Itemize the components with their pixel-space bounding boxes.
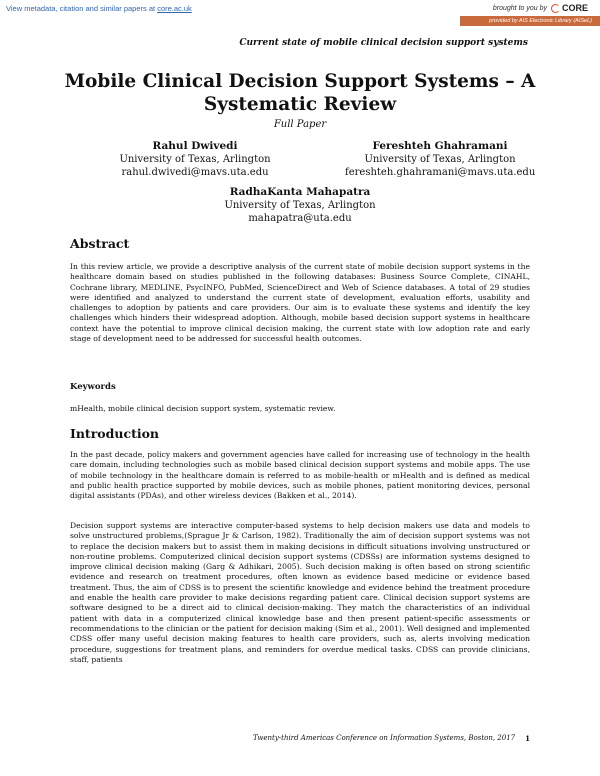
- author-institution: University of Texas, Arlington: [224, 200, 376, 211]
- page-footer: [253, 734, 530, 743]
- core-banner: [0, 0, 600, 28]
- core-logo-text: CORE: [561, 3, 588, 13]
- provided-by-bar: provided by AIS Electronic Library (AISeL): [460, 16, 600, 26]
- conference-name: Twenty-third Americas Conference on Information Systems, Boston, 2017: [252, 734, 516, 742]
- keywords-heading: Keywords: [70, 382, 116, 392]
- page-number: 1: [525, 734, 530, 743]
- introduction-paragraph: Decision support systems are interactive computer-based systems to help decision makers use data and models to solve unstructured problems,(Sprague Jr & Carlson, 1982). Traditionally the aim of decision support systems was not to replace the decision makers but to assist them in making decisions in difficult situations involving unstructured or non-routine problems. Computerized clinical decision support systems (CDSSs) are information systems designed to improve clinical decision making (Garg & Adhikari, 2005). Such decision making is often based on strong scientific evidence and research on treatment procedures, often known as evidence based medicine or evidence based treatment. Thus, the aim of CDSS is to present the scientific knowledge and evidence behind the treatment procedure and enable the health care provider to make decisions regarding patient care. Clinical decision support systems are software designed to be a direct aid to clinical decision-making. They match the characteristics of an individual patient with data in a computerized clinical knowledge base and then present patient-specific assessments or recommendations to the clinician or the patient for decision making (Sim et al., 2001). Well designed and implemented CDSS offer many useful decision making features to health care providers, such as, alerts involving medication procedure, suggestions for treatment plans, and reminders for overdue medical tasks. CDSS can provide clinicians, staff, patients: [70, 521, 530, 664]
- introduction-heading: Introduction: [70, 426, 160, 441]
- author-email: mahapatra@uta.edu: [248, 213, 352, 224]
- author-name: Fereshteh Ghahramani: [372, 140, 508, 152]
- paper-type: Full Paper: [273, 119, 327, 130]
- metadata-link-prefix: View metadata, citation and similar papers at: [6, 4, 158, 13]
- author-block: [100, 140, 290, 179]
- abstract-heading: Abstract: [70, 236, 130, 251]
- core-logo-icon: [551, 4, 560, 13]
- author-institution: University of Texas, Arlington: [364, 154, 516, 165]
- metadata-link-line: [6, 4, 192, 13]
- keywords-text: mHealth, mobile clinical decision support system, systematic review.: [70, 404, 336, 413]
- author-block: [205, 186, 395, 225]
- brought-by-text: brought to you by: [492, 4, 547, 12]
- paper-title: Mobile Clinical Decision Support Systems – A Systematic Review: [64, 71, 536, 115]
- author-name: RadhaKanta Mahapatra: [229, 186, 371, 198]
- author-block: [345, 140, 535, 179]
- author-email: fereshteh.ghahramani@mavs.uta.edu: [345, 167, 536, 178]
- author-email: rahul.dwivedi@mavs.uta.edu: [121, 167, 269, 178]
- author-name: Rahul Dwivedi: [152, 140, 238, 152]
- core-logo[interactable]: [551, 3, 588, 13]
- abstract-text: In this review article, we provide a descriptive analysis of the current state of mobile decision support systems in the healthcare domain based on studies published in the following databases: Business Source Complete, CINAHL, Cochrane library, MEDLINE, PsycINFO, PubMed, ScienceDirect and Web of Science databases. A total of 29 studies were identified and analyzed to understand the current state of development, evaluation efforts, usability and challenges to adoption by patients and care providers. Our aim is to evaluate these systems and identify the key challenges which hinders their widespread adoption. Although, mobile based decision support systems in healthcare context have the potential to improve clinical decision making, the current state with low adoption rate and early stage of development need to be addressed for successful health outcomes.: [70, 262, 530, 344]
- brought-to-you-by: [493, 3, 588, 13]
- core-link[interactable]: core.ac.uk: [157, 4, 192, 13]
- author-institution: University of Texas, Arlington: [119, 154, 271, 165]
- introduction-paragraph: In the past decade, policy makers and government agencies have called for increasing use of technology in the health care domain, including technologies such as mobile based clinical decision support systems and mobile apps. The use of mobile technology in the healthcare domain is referred to as mobile-health or mHealth and is defined as medical and public health practice supported by mobile devices, such as mobile phones, patient monitoring devices, personal digital assistants (PDAs), and other wireless devices (Bakken et al., 2014).: [70, 450, 530, 501]
- running-head: Current state of mobile clinical decision support systems: [239, 38, 528, 48]
